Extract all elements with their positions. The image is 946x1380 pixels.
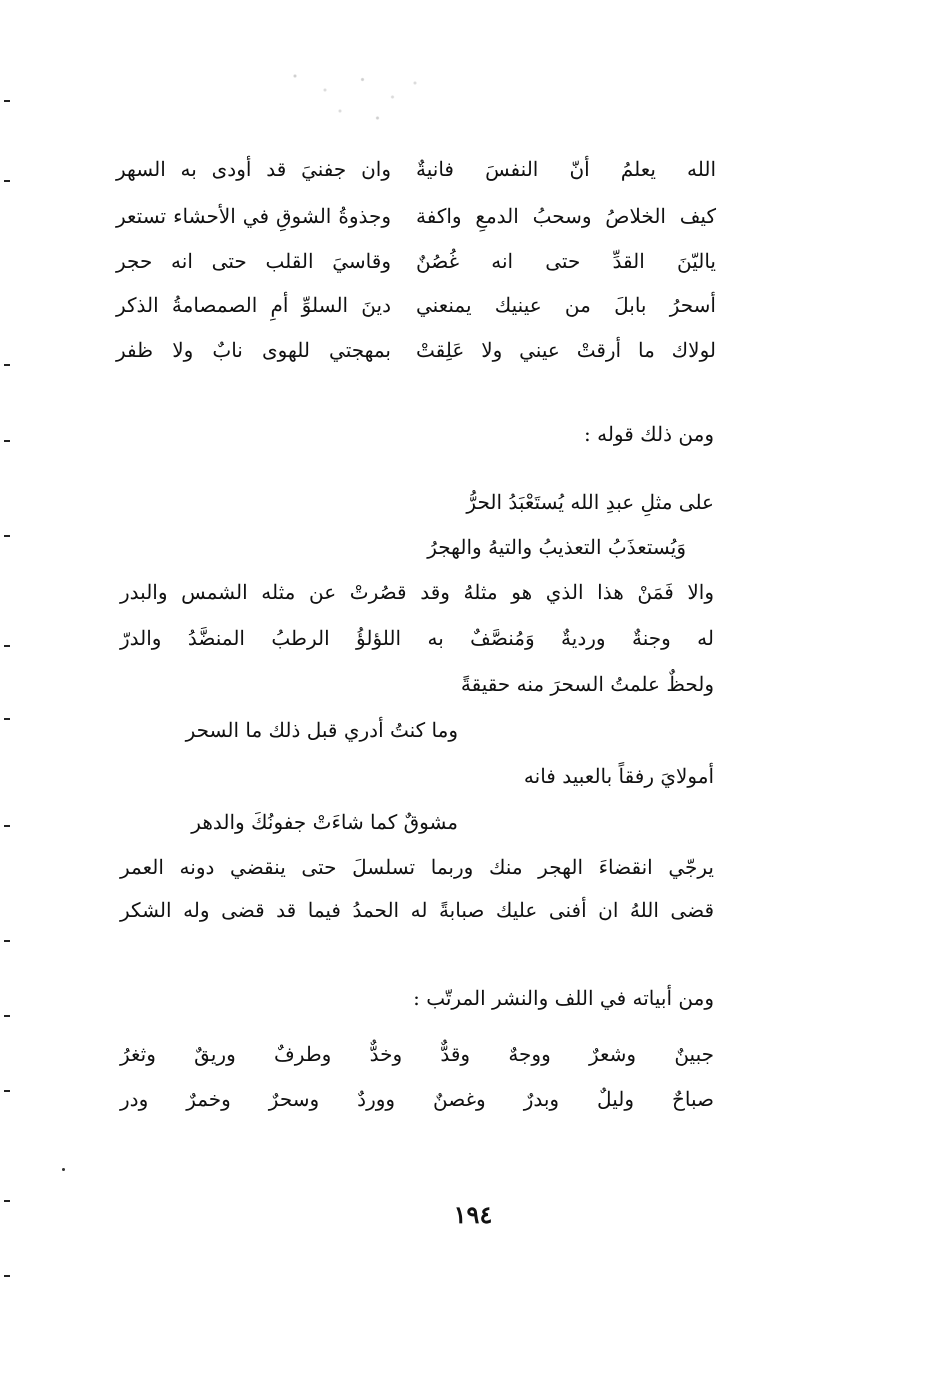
ink-speck xyxy=(62,1168,65,1171)
verse-1-4 xyxy=(116,291,716,331)
verse-first-hemistich: أسحرُ بابلَ من عينيك يمنعني xyxy=(416,293,716,317)
poem-line: أمولايَ رفقاً بالعبيد فانه xyxy=(523,764,714,788)
poem-line: قضى اللهُ ان أفنى عليك صبابةً له الحمدُ فيما قد قضى وله الشكر xyxy=(120,898,714,922)
margin-mark xyxy=(4,180,10,182)
margin-mark xyxy=(4,1090,10,1092)
margin-mark xyxy=(4,100,10,102)
poem-line: وَيُستعذَبُ التعذيبُ والتيهُ والهجرُ xyxy=(427,535,686,559)
poem-line: وما كنتُ أدري قبل ذلك ما السحر xyxy=(185,718,458,742)
verse-second-hemistich: وقاسيَ القلب حتى انه حجر xyxy=(116,249,391,273)
margin-mark xyxy=(4,535,10,537)
poem-line: مشوقٌ كما شاءَتْ جفونُكَ والدهر xyxy=(191,810,458,834)
verse-second-hemistich: بمهجتي للهوى نابٌ ولا ظفر xyxy=(116,338,391,362)
poem-line: يرجّي انقضاءَ الهجر منك وربما تسلسلَ حتى ينقضي دونه العمر xyxy=(120,855,714,879)
margin-mark xyxy=(4,825,10,827)
poem-line: جبينٌ وشعرٌ ووجهٌ وقدٌّ وخدٌّ وطرفٌ وريقٌ وثغرُ xyxy=(120,1042,714,1066)
margin-mark xyxy=(4,645,10,647)
margin-mark xyxy=(4,718,10,720)
margin-mark xyxy=(4,940,10,942)
verse-second-hemistich: وجذوةُ الشوقِ في الأحشاء تستعر xyxy=(116,204,391,228)
verse-first-hemistich: الله يعلمُ أنّ النفسَ فانيةٌ xyxy=(416,157,716,181)
margin-mark xyxy=(4,364,10,366)
poem-line: له وجنةٌ ورديةٌ وَمُنصَّفٌ به اللؤلؤُ الرطبُ المنضَّدُ والدرّ xyxy=(120,626,714,650)
margin-mark xyxy=(4,1015,10,1017)
verse-first-hemistich: كيف الخلاصُ وسحبُ الدمعِ واكفة xyxy=(416,204,716,228)
poem-line: صباحٌ وليلٌ وبدرٌ وغصنٌ ووردٌ وسحرٌ وخمرٌ ودر xyxy=(120,1087,714,1111)
verse-1-5 xyxy=(116,336,716,376)
verse-1-2 xyxy=(116,202,716,242)
section-intro: ومن ذلك قوله : xyxy=(584,422,714,446)
verse-first-hemistich: ياليّنَ القدِّ حتى انه غُصُنٌ xyxy=(416,249,716,273)
verse-first-hemistich: لولاك ما أرقتْ عيني ولا عَلِقتْ xyxy=(416,338,716,362)
poem-line: والا فَمَنْ هذا الذي هو مثلهُ وقد قصُرتْ عن مثله الشمس والبدر xyxy=(120,580,714,604)
page-number: ١٩٤ xyxy=(453,1200,493,1229)
section-intro: ومن أبياته في اللف والنشر المرتّب : xyxy=(413,986,714,1010)
verse-1-3 xyxy=(116,247,716,287)
verse-1-1 xyxy=(116,155,716,195)
poem-line: على مثلِ عبدِ الله يُستَعْبَدُ الحرُّ xyxy=(466,490,714,514)
margin-mark xyxy=(4,440,10,442)
ink-smudge xyxy=(280,62,430,132)
margin-mark xyxy=(4,1275,10,1277)
verse-second-hemistich: دينَ السلوِّ أمِ الصمصامةُ الذكر xyxy=(116,293,391,317)
poem-line: ولحظٌ علمتُ السحرَ منه حقيقةً xyxy=(460,672,714,696)
verse-second-hemistich: وان جفنيَ قد أودى به السهر xyxy=(116,157,391,181)
